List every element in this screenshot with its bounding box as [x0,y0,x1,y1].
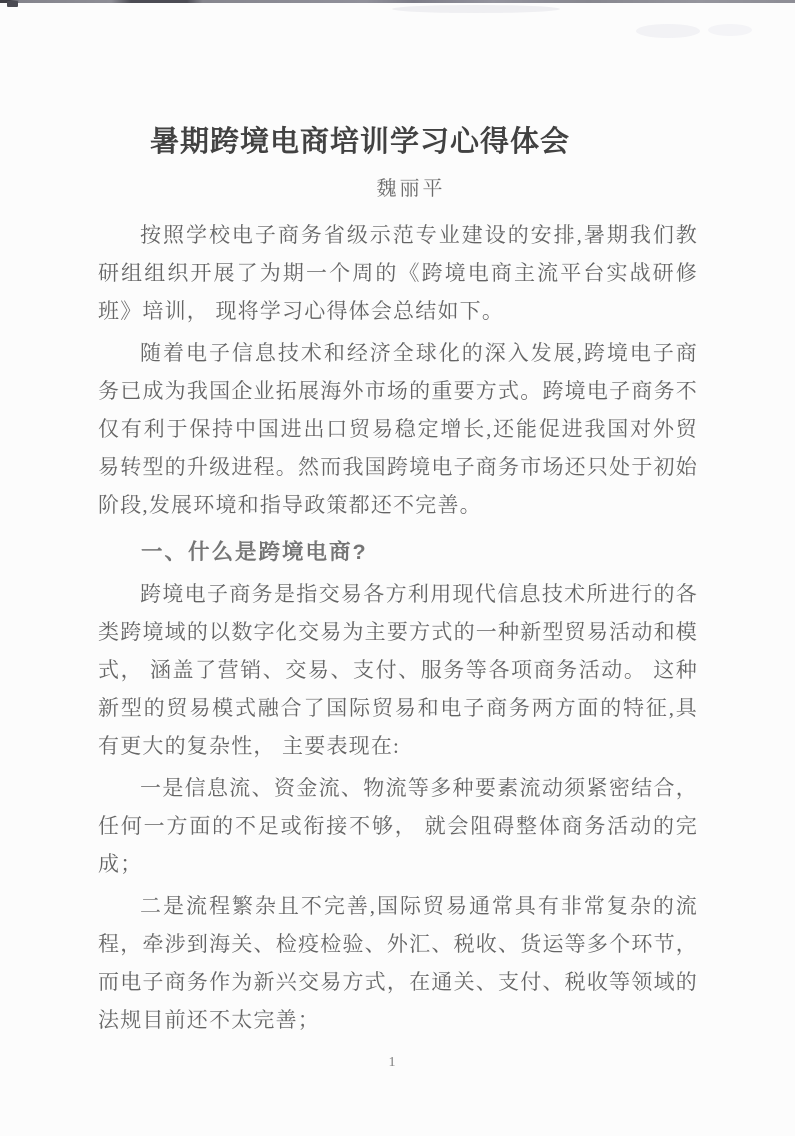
scan-smudge [636,24,700,38]
scan-smudge [392,5,560,13]
author-name: 魏丽平 [376,178,446,200]
scanner-edge-artifact [0,0,795,3]
paragraph: 二是流程繁杂且不完善,国际贸易通常具有非常复杂的流程，牵涉到海关、检疫检验、外汇、税收、货运等多个环节，而电子商务作为新兴交易方式，在通关、支付、税收等领域的法规目前还不太完善； [98,894,698,1032]
paragraph: 随着电子信息技术和经济全球化的深入发展,跨境电子商务已成为我国企业拓展海外市场的重要方式。跨境电子商务不仅有利于保持中国进出口贸易稳定增长,还能促进我国对外贸易转型的升级进程。然而我国跨境电子商务市场还只处于初始阶段,发展环境和指导政策都还不完善。 [98,341,698,517]
scan-corner-mark [7,1,18,7]
page-number: 1 [388,1055,396,1070]
document-title: 暑期跨境电商培训学习心得体会 [149,126,570,158]
paragraph: 按照学校电子商务省级示范专业建设的安排,暑期我们教研组组织开展了为期一个周的《跨境电商主流平台实战研修班》培训， 现将学习心得体会总结如下。 [98,223,698,323]
paragraph: 一是信息流、资金流、物流等多种要素流动须紧密结合， 任何一方面的不足或衔接不够， 就会阻碍整体商务活动的完成； [98,776,698,876]
scan-smudge [708,24,752,36]
section-heading: 一、什么是跨境电商? [141,540,368,564]
document-body [98,216,698,1043]
paragraph: 跨境电子商务是指交易各方利用现代信息技术所进行的各类跨境域的以数字化交易为主要方式的一种新型贸易活动和模式， 涵盖了营销、交易、支付、服务等各项商务活动。 这种新型的贸易模式融合了国际贸易和电子商务两方面的特征,具有更大的复杂性， 主要表现在: [98,582,698,758]
